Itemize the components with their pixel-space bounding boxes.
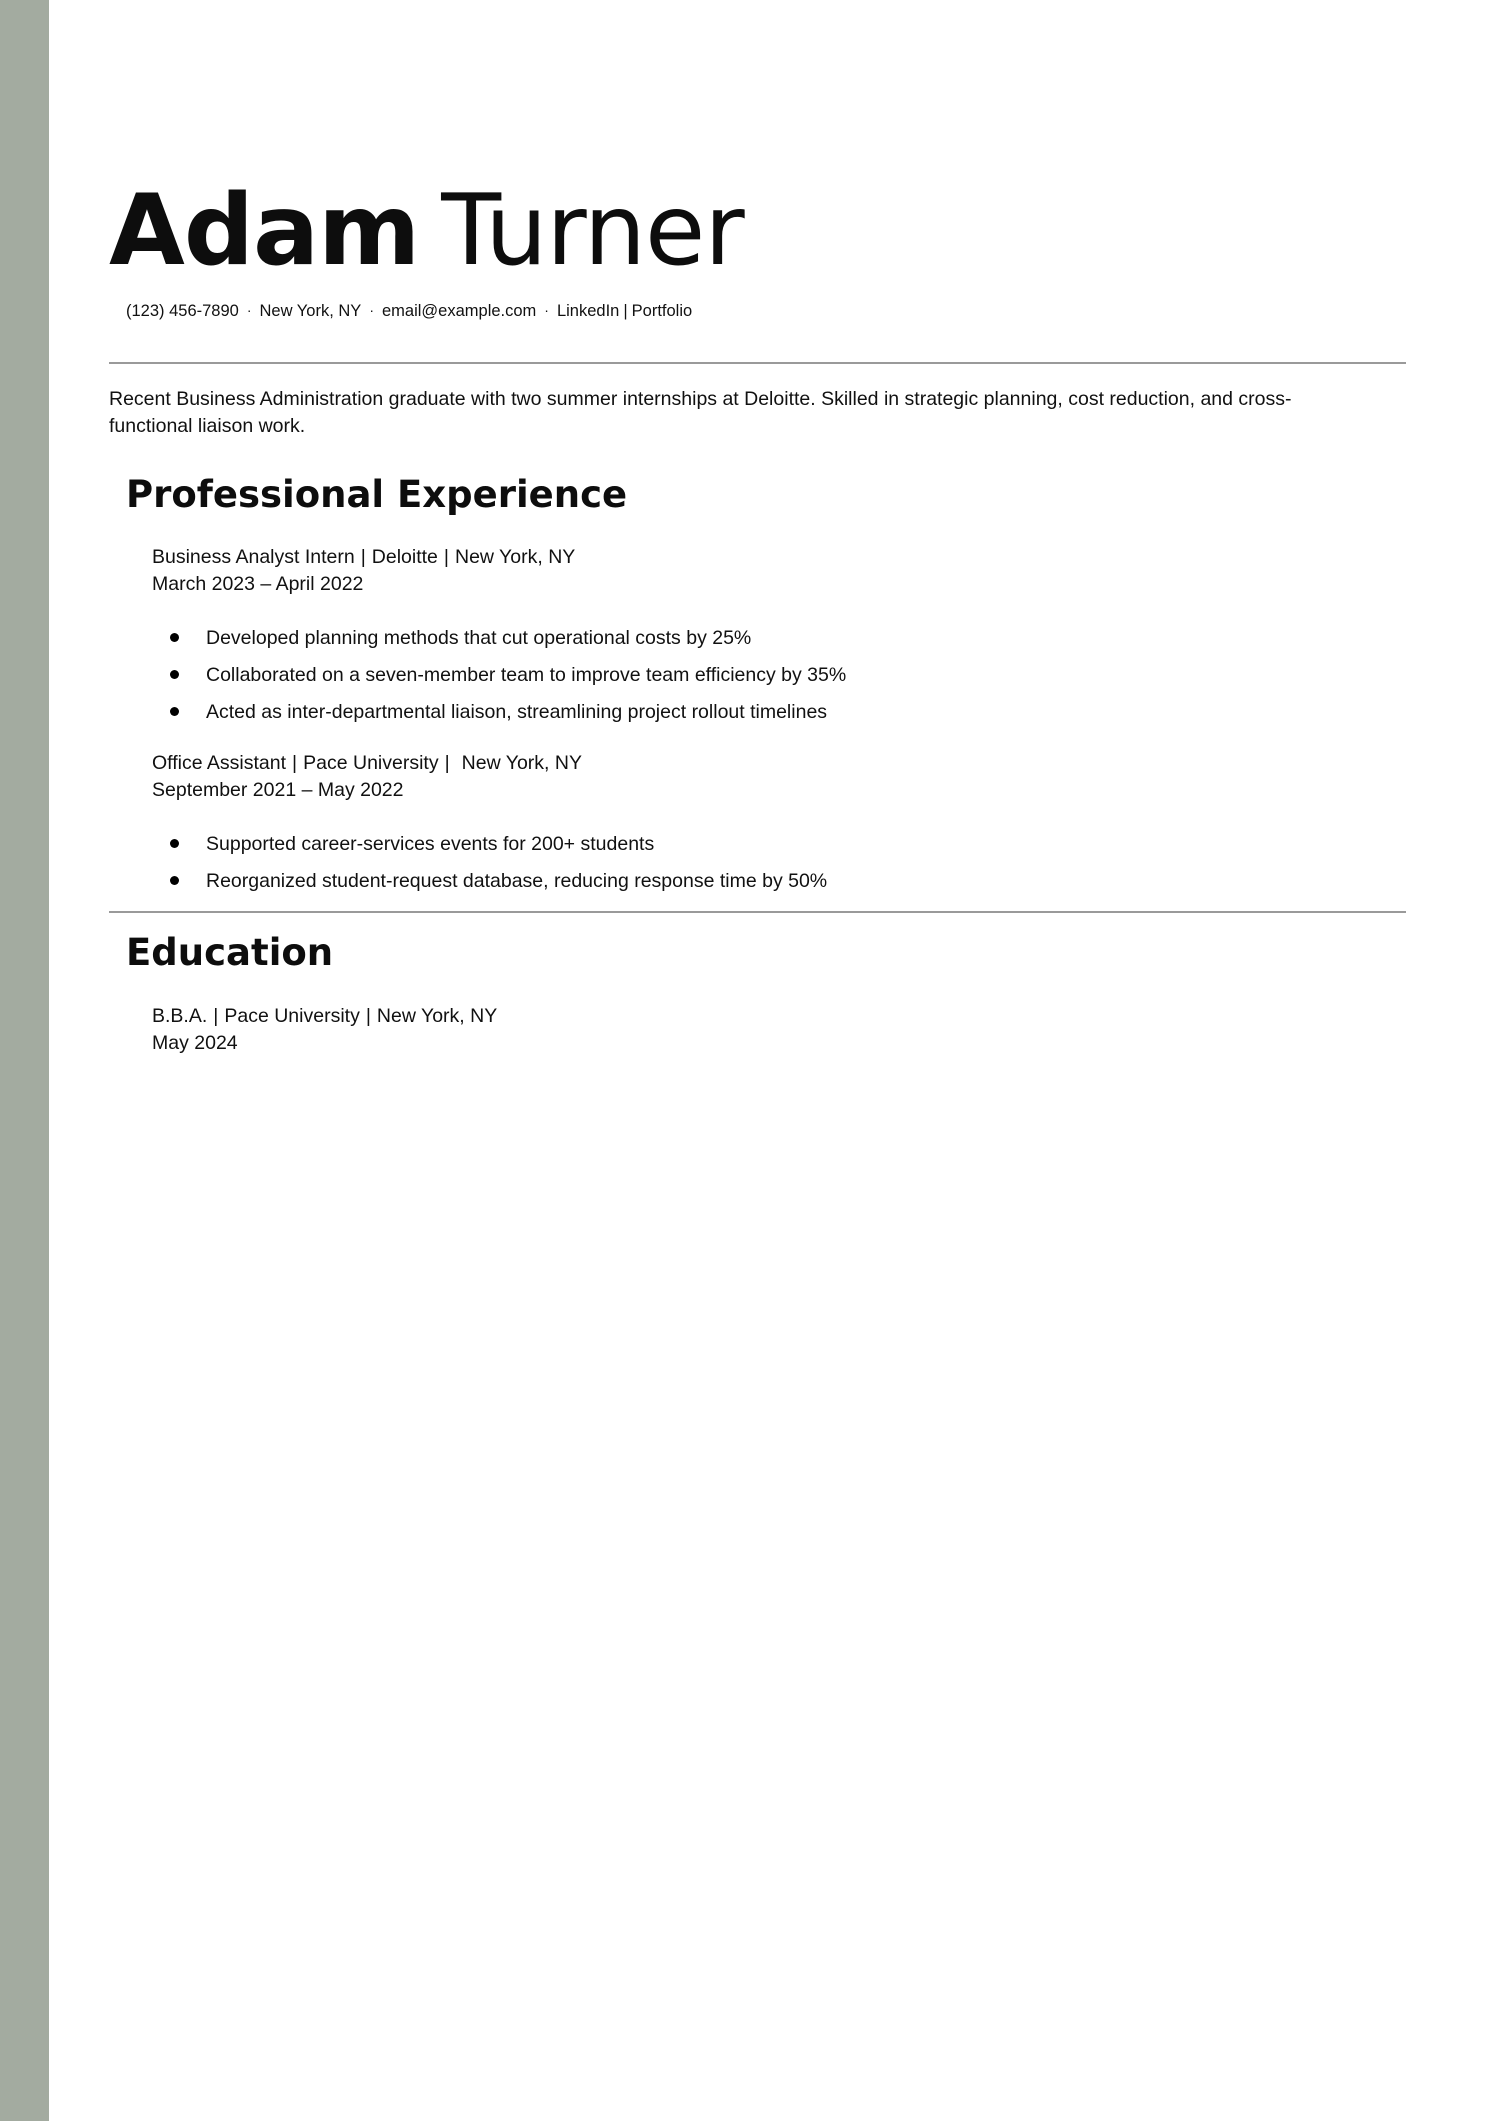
job-entry-1	[152, 544, 575, 598]
last-name: Turner	[441, 174, 744, 288]
job-role: Business Analyst Intern	[152, 546, 355, 568]
job-heading	[152, 750, 582, 777]
pipe-separator: |	[365, 1005, 371, 1027]
pipe-separator: |	[444, 752, 450, 774]
graduation-date: May 2024	[152, 1032, 238, 1054]
bullet-icon	[170, 670, 179, 679]
links-separator: |	[623, 302, 628, 320]
job-dates: September 2021 – May 2022	[152, 779, 404, 801]
school-location: New York, NY	[376, 1005, 498, 1027]
job-location: New York, NY	[454, 546, 576, 568]
bullet-icon	[170, 876, 179, 885]
job-dates: March 2023 – April 2022	[152, 573, 364, 595]
degree: B.B.A.	[152, 1005, 208, 1027]
pipe-separator: |	[213, 1005, 219, 1027]
location: New York, NY	[259, 302, 362, 320]
education-heading-line	[152, 1003, 497, 1030]
phone-number: (123) 456-7890	[126, 302, 239, 320]
job-location: New York, NY	[461, 752, 582, 774]
education-entry	[152, 1003, 497, 1057]
job-company: Pace University	[303, 752, 439, 774]
section-divider	[109, 911, 1406, 913]
bullet-icon	[170, 633, 179, 642]
bullet-icon	[170, 839, 179, 848]
experience-heading: Professional Experience	[126, 473, 628, 516]
job-company: Deloitte	[371, 546, 438, 568]
contact-separator: ·	[544, 302, 549, 318]
summary-paragraph: Recent Business Administration graduate with two summer internships at Deloitte. Skilled in strategic planning, cost reduction, and cross-functional liaison work.	[109, 388, 1292, 437]
job-role: Office Assistant	[152, 752, 287, 774]
school: Pace University	[224, 1005, 360, 1027]
header-divider	[109, 362, 1406, 364]
job-heading	[152, 544, 575, 571]
pipe-separator: |	[443, 546, 449, 568]
linkedin-link[interactable]: LinkedIn	[556, 302, 620, 320]
portfolio-link[interactable]: Portfolio	[631, 302, 693, 320]
contact-separator: ·	[369, 302, 374, 318]
candidate-name	[109, 172, 744, 290]
contact-separator: ·	[246, 302, 252, 318]
pipe-separator: |	[292, 752, 298, 774]
first-name: Adam	[109, 174, 420, 288]
contact-line	[126, 299, 692, 322]
email-link[interactable]: email@example.com	[381, 302, 537, 320]
bullet-icon	[170, 707, 179, 716]
sidebar-accent-band	[0, 0, 49, 2121]
pipe-separator: |	[360, 546, 366, 568]
education-heading: Education	[126, 931, 334, 974]
job-entry-2	[152, 750, 582, 804]
